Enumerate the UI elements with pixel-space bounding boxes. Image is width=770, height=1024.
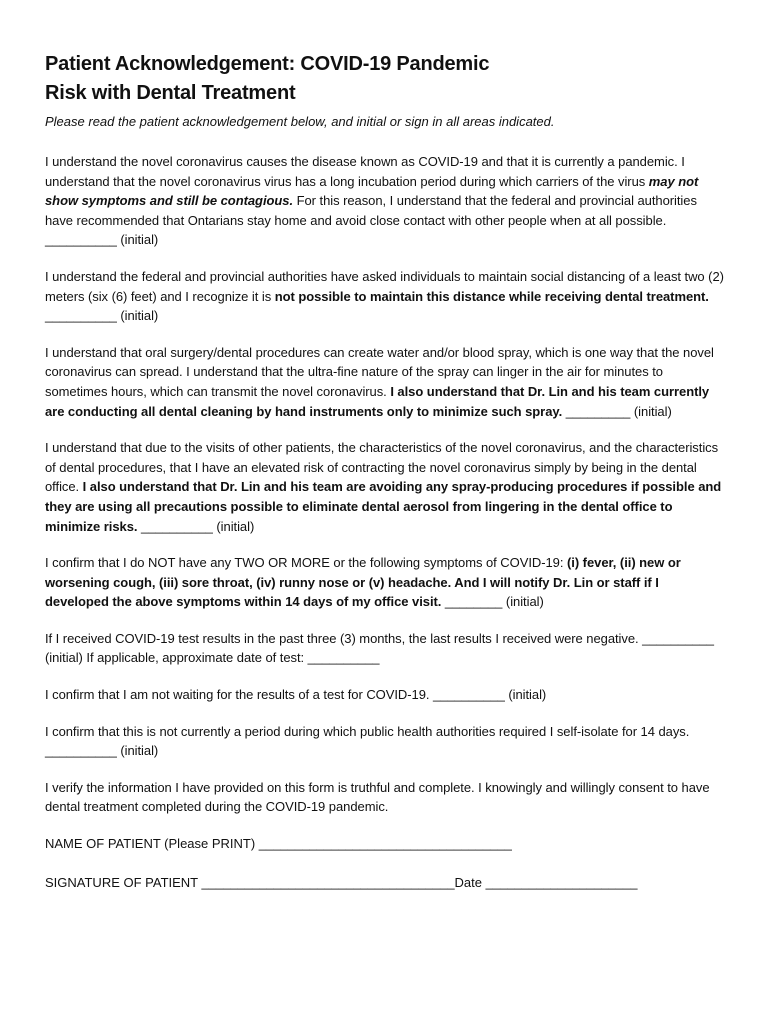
p4-text-a: I understand that due to the visits of other patients, the characteristics of the novel coronavirus, and the characteristics of dental procedures, that I have an elevated risk of contracting the novel coronavirus simply by being in the dental office.	[45, 440, 719, 495]
p2-emphasis: not possible to maintain this distance while receiving dental treatment.	[274, 288, 709, 304]
p1-emphasis: may not show symptoms and still be contagious.	[45, 173, 699, 209]
patient-signature-field[interactable]: SIGNATURE OF PATIENT ___________________________________Date _____________________	[45, 875, 638, 891]
p1-text-a: I understand the novel coronavirus causes the disease known as COVID-19 and that it is currently a pandemic. I understand that the novel coronavirus virus has a long incubation period during which carriers of the virus	[45, 154, 685, 189]
paragraph-pending-test: I confirm that I am not waiting for the results of a test for COVID-19. __________ (initial)	[45, 687, 547, 703]
paragraph-test-results: If I received COVID-19 test results in the past three (3) months, the last results I received were negative. __________ (initial) If applicable, approximate date of test: __________	[45, 630, 714, 666]
patient-name-field[interactable]: NAME OF PATIENT (Please PRINT) ___________________________________	[45, 836, 512, 852]
p5-text-c: ________ (initial)	[441, 594, 544, 610]
p3-emphasis: I also understand that Dr. Lin and his team currently are conducting all dental cleaning by hand instruments only to minimize such spray.	[45, 383, 710, 419]
paragraph-spray	[45, 343, 725, 421]
paragraph-symptoms	[45, 553, 725, 612]
p5-emphasis: (i) fever, (ii) new or worsening cough, (iii) sore throat, (iv) runny nose or (v) headache. And I will notify Dr. Lin or staff if I developed the above symptoms within 14 days of my office visit.	[45, 555, 681, 610]
title-line-2: Risk with Dental Treatment	[45, 82, 296, 104]
p2-text-c: __________ (initial)	[45, 308, 159, 324]
page-title	[45, 50, 605, 108]
p4-emphasis: I also understand that Dr. Lin and his team are avoiding any spray-producing procedures if possible and they are using all precautions possible to eliminate dental aerosol from lingering in the dental office to minimize risks.	[45, 479, 722, 534]
paragraph-verification: I verify the information I have provided on this form is truthful and complete. I knowingly and willingly consent to have dental treatment completed during the COVID-19 pandemic.	[45, 779, 710, 815]
paragraph-self-isolate: I confirm that this is not currently a period during which public health authorities required I self-isolate for 14 days. __________ (initial)	[45, 723, 690, 759]
p3-text-a: I understand that oral surgery/dental procedures can create water and/or blood spray, which is one way that the novel coronavirus can spread. I understand that the ultra-fine nature of the spray can linger in the air for minutes to sometimes hours, which can transmit the novel coronavirus.	[45, 344, 714, 399]
p2-text-a: I understand the federal and provincial authorities have asked individuals to maintain social distancing of a least two (2) meters (six (6) feet) and I recognize it is	[45, 268, 724, 304]
paragraph-distancing	[45, 267, 725, 326]
instructions: Please read the patient acknowledgement below, and initial or sign in all areas indicated.	[45, 114, 555, 129]
p3-text-c: _________ (initial)	[562, 403, 672, 419]
paragraph-elevated-risk	[45, 438, 725, 536]
title-line-1: Patient Acknowledgement: COVID-19 Pandemic	[45, 53, 490, 75]
paragraph-incubation	[45, 152, 725, 250]
p4-text-c: __________ (initial)	[137, 518, 255, 534]
p1-text-c: For this reason, I understand that the federal and provincial authorities have recommended that Ontarians stay home and avoid close contact with other people when at all possible. __________ (initial)	[45, 193, 697, 248]
p5-text-a: I confirm that I do NOT have any TWO OR MORE or the following symptoms of COVID-19:	[45, 555, 567, 571]
